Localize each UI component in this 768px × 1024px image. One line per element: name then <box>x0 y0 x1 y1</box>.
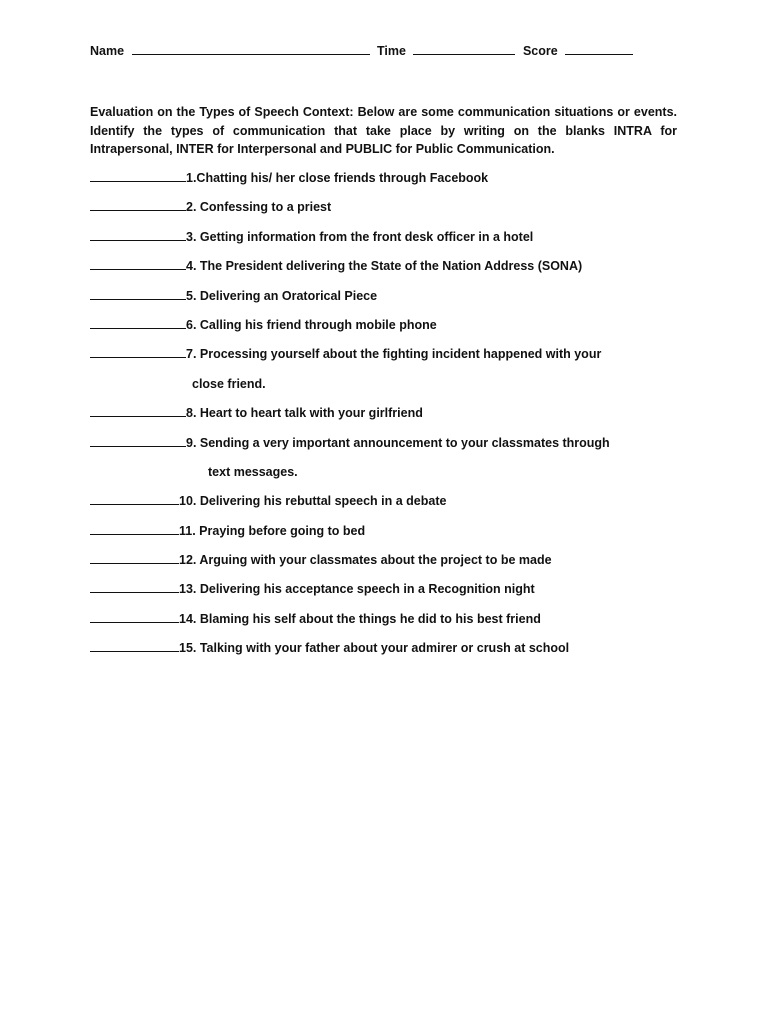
list-item <box>90 434 690 463</box>
item-text: 5. Delivering an Oratorical Piece <box>186 288 378 303</box>
header-row <box>90 44 650 58</box>
score-blank[interactable] <box>565 44 633 55</box>
item-continuation: close friend. <box>192 376 266 391</box>
item-text: 15. Talking with your father about your admirer or crush at school <box>179 641 570 656</box>
name-label: Name <box>90 44 125 58</box>
item-text: 6. Calling his friend through mobile phone <box>186 317 437 332</box>
instructions-paragraph: Evaluation on the Types of Speech Context: Below are some communication situations or events. Identify the types of communication that take place by writing on the blanks INTRA for Intrapersonal, INTER for Interpersonal and PUBLIC for Public Communication. <box>90 105 677 156</box>
list-item <box>90 610 690 639</box>
name-blank[interactable] <box>132 44 370 55</box>
item-text: 2. Confessing to a priest <box>186 200 332 215</box>
item-text: 9. Sending a very important announcement to your classmates through <box>186 435 610 450</box>
list-item <box>90 345 690 374</box>
list-item <box>90 198 690 227</box>
item-text: 12. Arguing with your classmates about the project to be made <box>179 553 552 568</box>
item-text: 1.Chatting his/ her close friends through Facebook <box>186 171 489 185</box>
answer-blank[interactable] <box>90 552 179 564</box>
score-label: Score <box>522 44 558 58</box>
list-item <box>90 169 690 198</box>
answer-blank[interactable] <box>90 435 186 447</box>
answer-blank[interactable] <box>90 493 179 505</box>
item-text: 14. Blaming his self about the things he did to his best friend <box>179 611 541 626</box>
time-label: Time <box>377 44 406 58</box>
item-text: 7. Processing yourself about the fighting incident happened with your <box>186 347 602 362</box>
item-text: 4. The President delivering the State of the Nation Address (SONA) <box>186 259 583 274</box>
answer-blank[interactable] <box>90 523 179 535</box>
answer-blank[interactable] <box>90 611 179 623</box>
time-blank[interactable] <box>413 44 515 55</box>
list-item <box>90 551 690 580</box>
item-continuation: text messages. <box>208 464 298 479</box>
item-text: 10. Delivering his rebuttal speech in a debate <box>179 494 447 509</box>
item-text: 8. Heart to heart talk with your girlfriend <box>186 406 423 421</box>
answer-blank[interactable] <box>90 317 186 329</box>
item-list <box>90 169 690 669</box>
list-item <box>90 404 690 433</box>
answer-blank[interactable] <box>90 199 186 211</box>
list-item <box>90 287 690 316</box>
answer-blank[interactable] <box>90 170 186 182</box>
list-item <box>90 639 690 668</box>
answer-blank[interactable] <box>90 405 186 417</box>
list-item <box>90 492 690 521</box>
answer-blank[interactable] <box>90 346 186 358</box>
list-item <box>90 228 690 257</box>
list-item <box>90 580 690 609</box>
item-text: 13. Delivering his acceptance speech in a Recognition night <box>179 582 535 597</box>
answer-blank[interactable] <box>90 640 179 652</box>
answer-blank[interactable] <box>90 229 186 241</box>
answer-blank[interactable] <box>90 581 179 593</box>
list-item <box>90 522 690 551</box>
answer-blank[interactable] <box>90 258 186 270</box>
item-text: 11. Praying before going to bed <box>179 523 366 538</box>
item-text: 3. Getting information from the front desk officer in a hotel <box>186 229 534 244</box>
answer-blank[interactable] <box>90 288 186 300</box>
list-item <box>90 257 690 286</box>
list-item <box>90 316 690 345</box>
